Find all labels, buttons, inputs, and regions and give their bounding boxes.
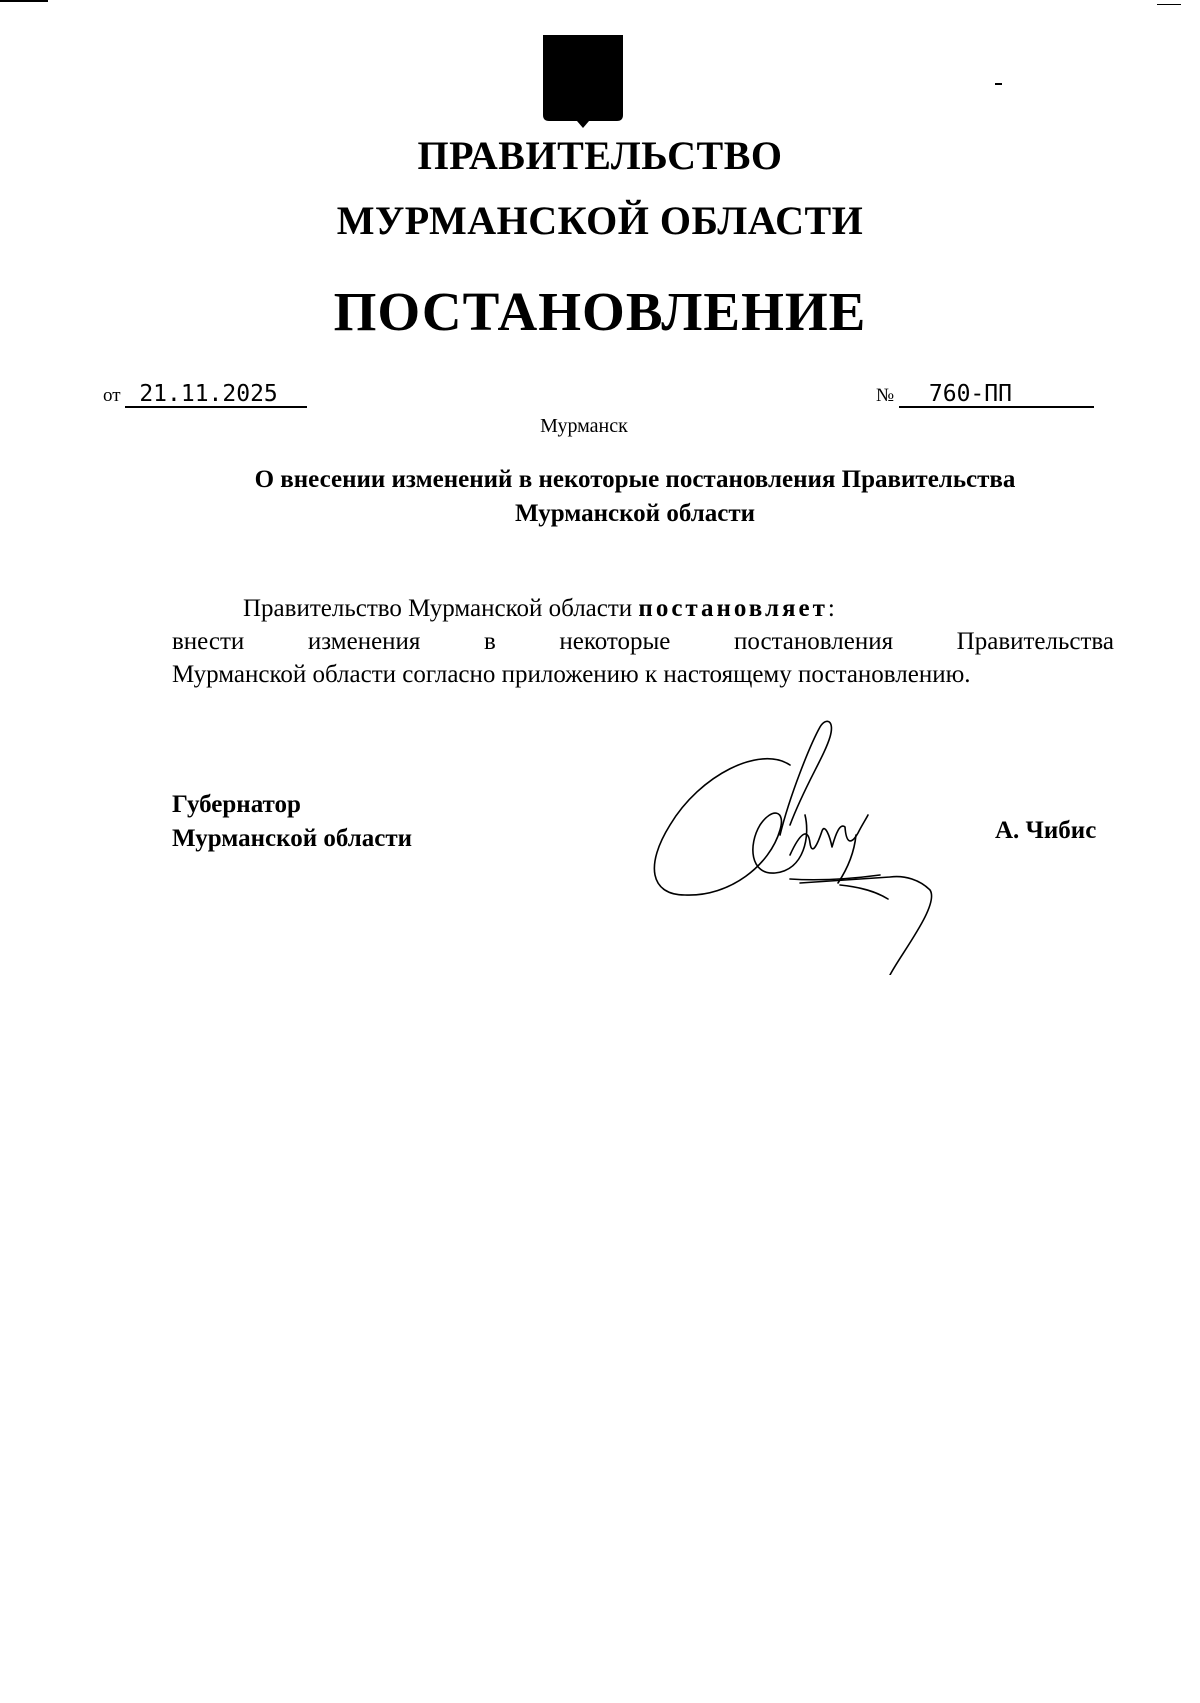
date-label: от — [103, 385, 121, 406]
number-label: № — [876, 385, 895, 406]
scan-artifact-top-left — [0, 0, 48, 2]
document-subject — [160, 463, 1110, 531]
scan-artifact-right — [995, 83, 1002, 85]
organization-name-line2: МУРМАНСКОЙ ОБЛАСТИ — [336, 198, 864, 243]
handwritten-signature-icon — [640, 715, 960, 975]
city-name: Мурманск — [540, 415, 628, 437]
resolution-intro — [243, 593, 835, 625]
resolution-text-line1: внести изменения в некоторые постановления Правительства — [172, 628, 1114, 655]
resolution-text-line2: Мурманской области согласно приложению к настоящему постановлению. — [172, 661, 971, 688]
number-value: 760-ПП — [899, 382, 1094, 408]
subject-line2: Мурманской области — [514, 500, 756, 527]
signatory-title — [172, 788, 412, 856]
subject-line1: О внесении изменений в некоторые постановления Правительства — [254, 466, 1016, 493]
coat-of-arms-icon — [543, 35, 623, 129]
resolution-intro-suffix: : — [827, 595, 835, 622]
document-type-title: ПОСТАНОВЛЕНИЕ — [333, 281, 867, 342]
signatory-name: А. Чибис — [995, 817, 1097, 844]
signatory-title-line1: Губернатор — [172, 791, 301, 818]
signatory-title-line2: Мурманской области — [172, 825, 413, 852]
number-field — [876, 382, 1094, 408]
resolution-keyword: постановляет — [638, 595, 828, 622]
resolution-intro-prefix: Правительство Мурманской области — [243, 595, 639, 622]
date-value: 21.11.2025 — [125, 382, 307, 408]
organization-name-line1: ПРАВИТЕЛЬСТВО — [417, 133, 783, 178]
date-field — [103, 382, 307, 408]
scan-artifact-top-right — [1157, 4, 1181, 5]
